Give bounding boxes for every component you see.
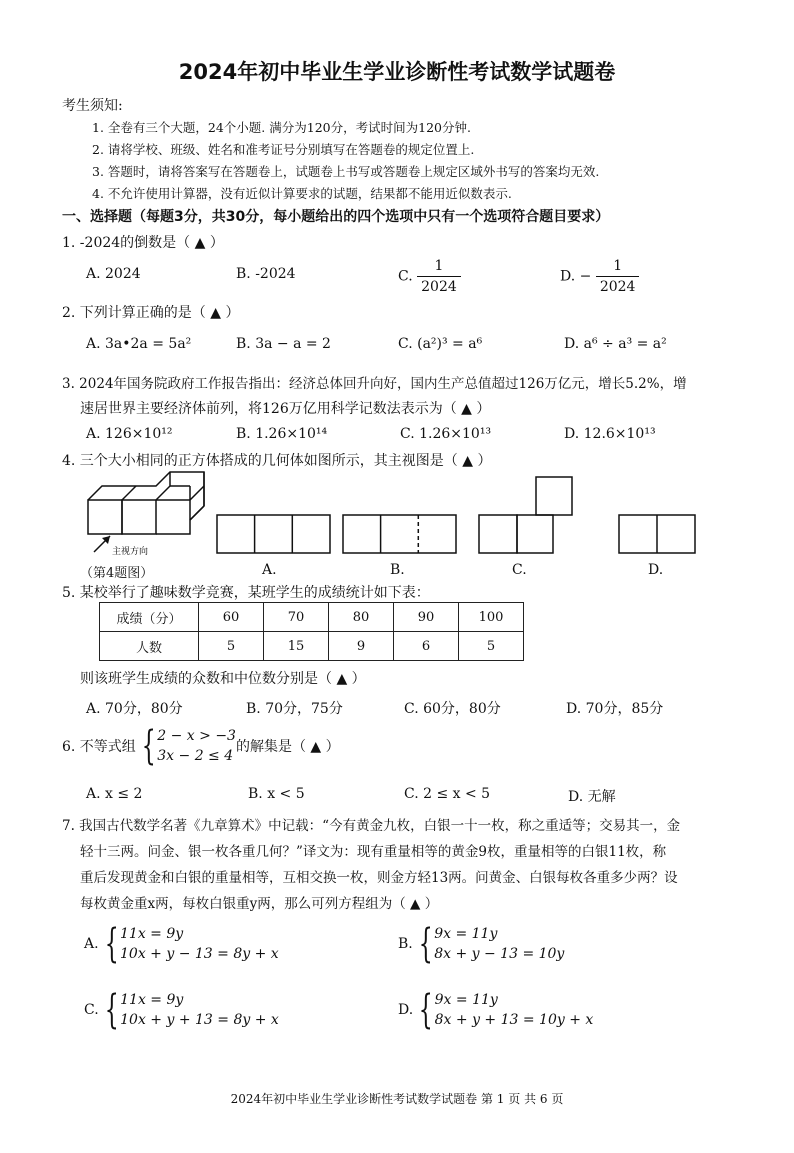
q1-option-b: B. -2024 bbox=[236, 266, 296, 282]
q1-option-d: D. − $\frac{1}{2024}$ bbox=[560, 256, 639, 297]
q7-stem-cont: 轻十三两。问金、银一枚各重几何？”译文为：现有重量相等的黄金9枚，重量相等的白银11枚，称 bbox=[80, 844, 667, 860]
table-cell: 9 bbox=[329, 632, 394, 661]
q2-option-a: A. 3a•2a = 5a² bbox=[86, 336, 192, 352]
q2-option-d: D. a⁶ ÷ a³ = a² bbox=[564, 336, 667, 352]
notice-item: 2. 请将学校、班级、姓名和准考证号分别填写在答题卷的规定位置上. bbox=[92, 142, 475, 157]
q3-option-b: B. 1.26×10¹⁴ bbox=[236, 426, 328, 442]
q1-option-a: A. 2024 bbox=[86, 266, 141, 282]
q4-option-a-figure bbox=[216, 514, 332, 556]
q7-stem: 7. 我国古代数学名著《九章算术》中记载：“今有黄金九枚，白银一十一枚，称之重适等；交易其一，金 bbox=[62, 818, 681, 834]
q6-option-c: C. 2 ≤ x < 5 bbox=[404, 786, 491, 802]
page-title: 2024年初中毕业生学业诊断性考试数学试题卷 bbox=[178, 60, 616, 84]
q7-stem-cont: 重后发现黄金和白银的重量相等，互相交换一枚，则金方轻13两。问黄金、白银每枚各重多少两？设 bbox=[80, 870, 678, 886]
table-cell: 成绩（分） bbox=[100, 603, 199, 632]
notice-item: 3. 答题时，请将答案写在答题卷上，试题卷上书写或答题卷上规定区域外书写的答案均无效. bbox=[92, 164, 600, 179]
q5-question: 则该班学生成绩的众数和中位数分别是（ ▲ ） bbox=[80, 671, 366, 687]
q3-option-c: C. 1.26×10¹³ bbox=[400, 426, 492, 442]
score-table bbox=[99, 602, 524, 661]
q3-option-d: D. 12.6×10¹³ bbox=[564, 426, 656, 442]
q5-option-b: B. 70分，75分 bbox=[246, 701, 343, 717]
q4-option-c-figure bbox=[478, 476, 574, 558]
table-cell: 100 bbox=[459, 603, 524, 632]
q4-option-a: A. bbox=[262, 562, 277, 578]
table-cell: 60 bbox=[199, 603, 264, 632]
q4-stem: 4. 三个大小相同的正方体搭成的几何体如图所示，其主视图是（ ▲ ） bbox=[62, 453, 492, 469]
table-row bbox=[100, 632, 524, 661]
q4-option-d-figure bbox=[618, 514, 698, 556]
table-cell: 90 bbox=[394, 603, 459, 632]
q4-option-b: B. bbox=[390, 562, 405, 578]
notice-item: 4. 不允许使用计算器，没有近似计算要求的试题，结果都不能用近似数表示. bbox=[92, 186, 512, 201]
section-heading: 一、选择题（每题3分，共30分，每小题给出的四个选项中只有一个选项符合题目要求） bbox=[62, 209, 610, 225]
q4-figure-caption: （第4题图） bbox=[80, 566, 154, 581]
q7-option-a: A. { 11x = 9y 10x + y − 13 = 8y + x bbox=[84, 921, 279, 967]
notice-item: 1. 全卷有三个大题，24个小题. 满分为120分，考试时间为120分钟. bbox=[92, 120, 471, 135]
table-cell: 6 bbox=[394, 632, 459, 661]
q1-stem: 1. -2024的倒数是（ ▲ ） bbox=[62, 235, 224, 251]
q6-option-a: A. x ≤ 2 bbox=[86, 786, 143, 802]
q2-option-b: B. 3a − a = 2 bbox=[236, 336, 331, 352]
q7-stem-cont: 每枚黄金重x两，每枚白银重y两，那么可列方程组为（ ▲ ） bbox=[80, 896, 439, 912]
q4-option-b-figure bbox=[342, 514, 458, 556]
table-cell: 5 bbox=[199, 632, 264, 661]
q7-option-c: C. { 11x = 9y 10x + y + 13 = 8y + x bbox=[84, 987, 279, 1033]
q6-option-b: B. x < 5 bbox=[248, 786, 305, 802]
table-cell: 人数 bbox=[100, 632, 199, 661]
q3-stem-cont: 速居世界主要经济体前列，将126万亿用科学记数法表示为（ ▲ ） bbox=[80, 401, 491, 417]
q6-stem: 6. 不等式组 { 2 − x > −3 3x − 2 ≤ 4 的解集是（ ▲ ） bbox=[62, 723, 340, 769]
table-cell: 5 bbox=[459, 632, 524, 661]
table-cell: 15 bbox=[264, 632, 329, 661]
q6-option-d: D. 无解 bbox=[568, 789, 616, 805]
q5-option-d: D. 70分，85分 bbox=[566, 701, 664, 717]
notice-heading: 考生须知: bbox=[62, 98, 123, 114]
q4-option-d: D. bbox=[648, 562, 664, 578]
q5-stem: 5. 某校举行了趣味数学竞赛，某班学生的成绩统计如下表： bbox=[62, 585, 430, 601]
q1-option-c: C. $\frac{1}{2024}$ bbox=[398, 256, 461, 297]
q4-cube-figure bbox=[80, 470, 210, 560]
q5-option-a: A. 70分，80分 bbox=[86, 701, 183, 717]
q7-option-b: B. { 9x = 11y 8x + y − 13 = 10y bbox=[398, 921, 565, 967]
q3-option-a: A. 126×10¹² bbox=[86, 426, 173, 442]
table-row bbox=[100, 603, 524, 632]
page-footer: 2024年初中毕业生学业诊断性考试数学试题卷 第 1 页 共 6 页 bbox=[230, 1092, 564, 1106]
q5-option-c: C. 60分，80分 bbox=[404, 701, 501, 717]
arrow-label: 主视方向 bbox=[112, 547, 149, 557]
q4-option-c: C. bbox=[512, 562, 527, 578]
table-cell: 80 bbox=[329, 603, 394, 632]
table-cell: 70 bbox=[264, 603, 329, 632]
q2-option-c: C. (a²)³ = a⁶ bbox=[398, 336, 483, 352]
q7-option-d: D. { 9x = 11y 8x + y + 13 = 10y + x bbox=[398, 987, 594, 1033]
q3-stem: 3. 2024年国务院政府工作报告指出：经济总体回升向好，国内生产总值超过126万亿元，增长5.2%，增 bbox=[62, 376, 687, 392]
q2-stem: 2. 下列计算正确的是（ ▲ ） bbox=[62, 305, 240, 321]
